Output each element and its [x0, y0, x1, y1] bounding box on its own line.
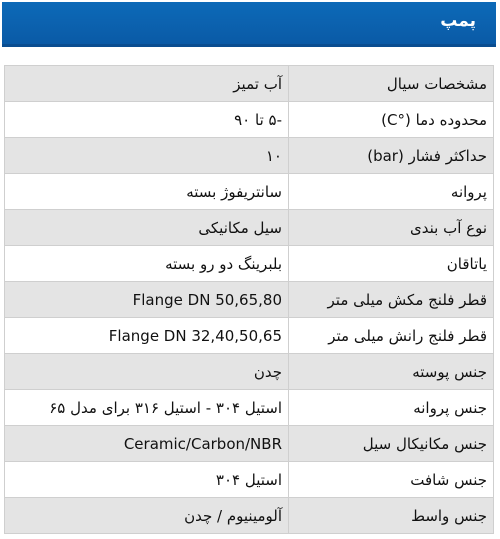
spec-row-discharge-flange [5, 318, 494, 354]
spec-label: محدوده دما (°C) [289, 102, 494, 138]
spec-value: -۵ تا ۹۰ [5, 102, 289, 138]
spec-label: جنس واسط [289, 498, 494, 534]
spec-value: Flange DN 32,40,50,65 [5, 318, 289, 354]
spec-value: بلبرینگ دو رو بسته [5, 246, 289, 282]
spec-label: حداکثر فشار (bar) [289, 138, 494, 174]
spec-value: استیل ۳۰۴ [5, 462, 289, 498]
spec-row-impeller-material [5, 390, 494, 426]
spec-label: پروانه [289, 174, 494, 210]
spec-value: Ceramic/Carbon/NBR [5, 426, 289, 462]
spec-row-mech-seal-material [5, 426, 494, 462]
spec-value: آب تمیز [5, 66, 289, 102]
spec-row-suction-flange [5, 282, 494, 318]
spec-value: سانتریفوژ بسته [5, 174, 289, 210]
spec-value: ۱۰ [5, 138, 289, 174]
spec-label: قطر فلنج مکش میلی متر [289, 282, 494, 318]
section-header [2, 2, 496, 47]
spec-label: جنس مکانیکال سیل [289, 426, 494, 462]
spec-label: جنس پروانه [289, 390, 494, 426]
spec-label: جنس شافت [289, 462, 494, 498]
section-title: پمپ [440, 11, 476, 31]
spec-row-adapter-material [5, 498, 494, 534]
spec-row-shaft-material [5, 462, 494, 498]
spec-row-casing-material [5, 354, 494, 390]
spec-row-bearing [5, 246, 494, 282]
spec-label: قطر فلنج رانش میلی متر [289, 318, 494, 354]
spec-value: استیل ۳۰۴ - استیل ۳۱۶ برای مدل ۶۵ [5, 390, 289, 426]
spec-row-seal-type [5, 210, 494, 246]
spec-label: جنس پوسته [289, 354, 494, 390]
spec-value: آلومینیوم / چدن [5, 498, 289, 534]
spec-value: سیل مکانیکی [5, 210, 289, 246]
spec-label: نوع آب بندی [289, 210, 494, 246]
spec-row-fluid [5, 66, 494, 102]
spec-label: یاتاقان [289, 246, 494, 282]
spec-row-temperature [5, 102, 494, 138]
spec-label: مشخصات سیال [289, 66, 494, 102]
spec-value: چدن [5, 354, 289, 390]
header-area [0, 0, 500, 56]
spec-row-impeller [5, 174, 494, 210]
spec-row-pressure [5, 138, 494, 174]
spec-value: Flange DN 50,65,80 [5, 282, 289, 318]
spec-table [4, 65, 494, 534]
